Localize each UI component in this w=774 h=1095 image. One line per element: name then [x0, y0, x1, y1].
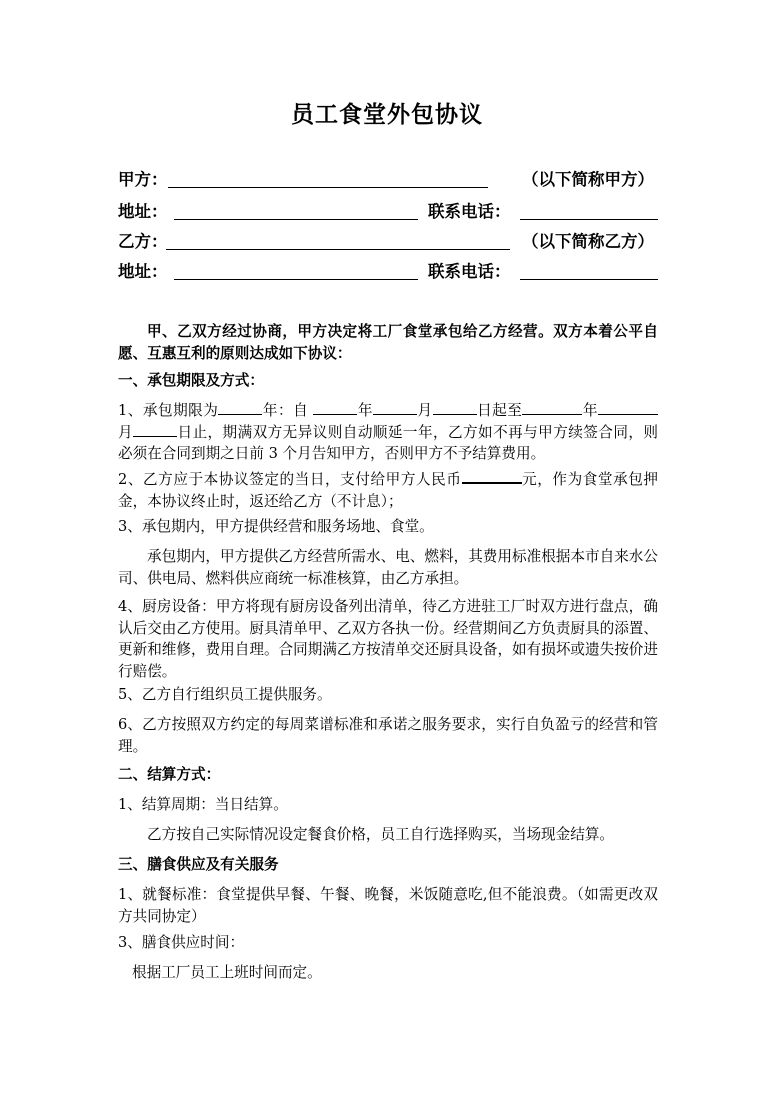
- section2-item1-detail: 乙方按自己实际情况设定餐食价格，员工自行选择购买，当场现金结算。: [147, 826, 615, 843]
- intro-paragraph: 甲、乙双方经过协商，甲方决定将工厂食堂承包给乙方经营。双方本着公平自愿、互惠互利的原则达成如下协议：: [118, 323, 658, 362]
- party-b-line: [118, 228, 658, 256]
- document-title: 员工食堂外包协议: [291, 101, 483, 128]
- section1-item3-detail: 承包期内，甲方提供乙方经营所需水、电、燃料，其费用标准根据本市自来水公司、供电局、燃料供应商统一标准核算，由乙方承担。: [118, 548, 658, 587]
- party-a-line: [118, 166, 658, 194]
- address-a-blank: [174, 219, 418, 220]
- party-b-blank: [166, 249, 510, 250]
- phone-label-b: 联系电话：: [428, 262, 511, 281]
- section3-item1: 1、就餐标准：食堂提供早餐、午餐、晚餐，米饭随意吃,但不能浪费。（如需更改双方共同协定）: [118, 886, 658, 925]
- party-a-blank: [168, 187, 488, 188]
- address-label-a: 地址：: [118, 202, 168, 221]
- address-b-blank: [174, 279, 418, 280]
- party-a-address-line: [118, 198, 658, 226]
- phone-label-a: 联系电话：: [428, 202, 511, 221]
- party-b-label: 乙方：: [118, 232, 168, 251]
- party-b-address-line: [118, 258, 658, 286]
- party-b-note: （以下简称乙方）: [522, 232, 654, 251]
- section2-item1: 1、结算周期：当日结算。: [118, 796, 288, 813]
- section3-item3: 3、膳食供应时间：: [118, 934, 245, 951]
- section1-item1: 1、承包期限为 年：自 年 月 日起至 年月 日止，期满双方无异议则自动顺延一年，乙方如不再与甲方续签合同，则必须在合同到期之日前 3 个月告知甲方，否则甲方不予结算费用。: [118, 402, 658, 462]
- address-label-b: 地址：: [118, 262, 168, 281]
- phone-b-blank: [520, 279, 658, 280]
- phone-a-blank: [520, 219, 658, 220]
- section3-item3-detail: 根据工厂员工上班时间而定。: [132, 964, 322, 981]
- section1-item4: 4、厨房设备：甲方将现有厨房设备列出清单，待乙方进驻工厂时双方进行盘点，确认后交由乙方使用。厨具清单甲、乙双方各执一份。经营期间乙方负责厨具的添置、更新和维修，费用自理。合同期满乙方按清单交还厨具设备，如有损坏或遗失按价进行赔偿。: [118, 598, 658, 680]
- section1-item2: 2、乙方应于本协议签定的当日，支付给甲方人民币 元，作为食堂承包押金，本协议终止时，返还给乙方（不计息）；: [118, 468, 658, 512]
- section2-heading: 二、结算方式：: [118, 766, 221, 783]
- section1-item6: 6、乙方按照双方约定的每周菜谱标准和承诺之服务要求，实行自负盈亏的经营和管理。: [118, 716, 658, 755]
- party-a-label: 甲方：: [118, 170, 168, 189]
- section1-item5: 5、乙方自行组织员工提供服务。: [118, 686, 332, 703]
- party-a-note: （以下简称甲方）: [522, 170, 654, 189]
- section1-heading: 一、承包期限及方式：: [118, 372, 264, 389]
- section3-heading: 三、膳食供应及有关服务: [118, 856, 279, 873]
- section1-item3: 3、承包期内，甲方提供经营和服务场地、食堂。: [118, 518, 434, 535]
